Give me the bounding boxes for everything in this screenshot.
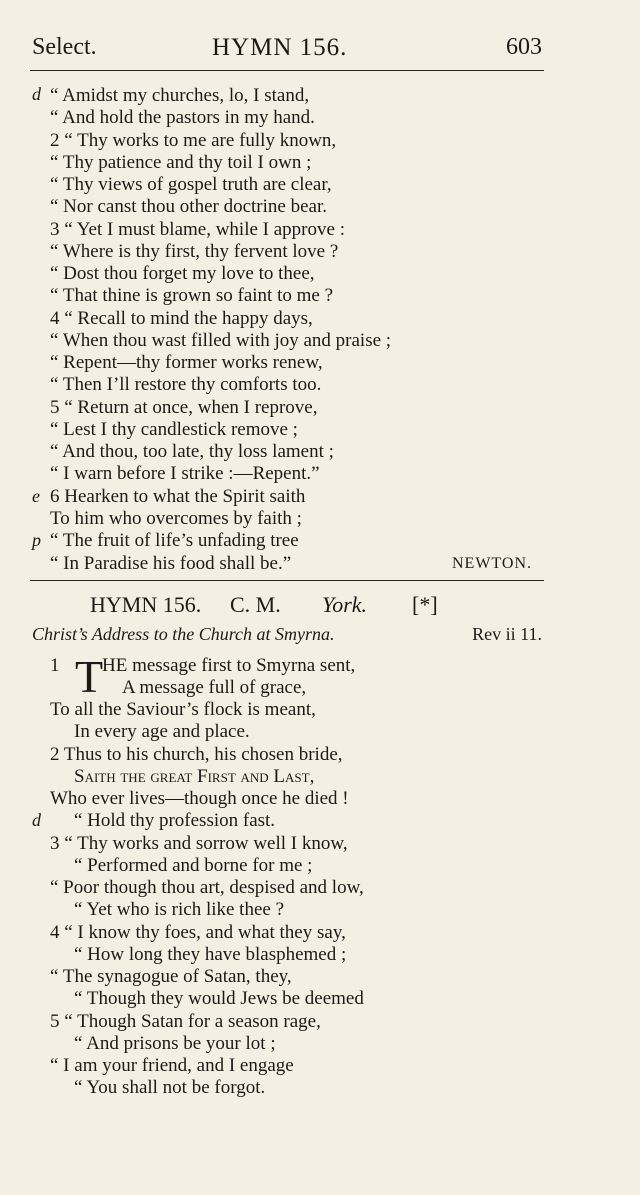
- author-attribution: NEWTON.: [452, 555, 533, 572]
- running-title: HYMN 156.: [212, 34, 348, 61]
- hymn-line: “ The fruit of life’s unfading tree: [50, 530, 299, 551]
- hymn-line: “ Then I’ll restore thy comforts too.: [50, 374, 322, 395]
- hymn-line: [50, 744, 343, 766]
- hymn-line: Who ever lives—though once he died !: [50, 788, 349, 809]
- hymn-meter: C. M.: [230, 592, 281, 617]
- hymn-line: To all the Saviour’s flock is meant,: [50, 699, 316, 720]
- hymn-heading: [90, 592, 550, 622]
- hymn-line: “ You shall not be forgot.: [74, 1077, 266, 1098]
- hymn-line: 4 “ I know thy foes, and what they say,: [50, 922, 346, 943]
- hymn-line: “ Thy patience and thy toil I own ;: [50, 152, 312, 173]
- hymn-line: “ When thou wast filled with joy and praise ;: [50, 330, 392, 351]
- hymn-subtitle: [32, 624, 542, 648]
- hymn-line: “ Amidst my churches, lo, I stand,: [50, 85, 310, 106]
- hymn-line: 3 “ Yet I must blame, while I approve :: [50, 219, 345, 240]
- hymn-tune: York.: [322, 592, 368, 617]
- hymn-line: 5 “ Return at once, when I reprove,: [50, 397, 318, 418]
- hymn-line: “ And thou, too late, thy loss lament ;: [50, 441, 334, 462]
- hymn-line: “ And hold the pastors in my hand.: [50, 107, 315, 128]
- hymn-line: “ Nor canst thou other doctrine bear.: [50, 196, 327, 217]
- margin-mark: d: [32, 810, 41, 830]
- hymn-line: “ Dost thou forget my love to thee,: [50, 263, 315, 284]
- hymn-line: “ The synagogue of Satan, they,: [50, 966, 292, 987]
- margin-mark: e: [32, 486, 40, 506]
- hymn-line: “ I am your friend, and I engage: [50, 1055, 294, 1076]
- header-rule: [30, 70, 544, 71]
- margin-mark: d: [32, 84, 41, 104]
- hymn-line: “ Poor though thou art, despised and low,: [50, 877, 364, 898]
- hymn-line: “ How long they have blasphemed ;: [74, 944, 347, 965]
- hymn-line: In every age and place.: [74, 721, 250, 742]
- subtitle-text: Christ’s Address to the Church at Smyrna.: [32, 624, 335, 644]
- hymn-line: “ Performed and borne for me ;: [74, 855, 313, 876]
- scripture-reference: Rev ii 11.: [472, 624, 542, 644]
- hymn-line: To him who overcomes by faith ;: [50, 508, 302, 529]
- hymn-line: Saith the great First and Last,: [74, 766, 315, 787]
- hymn-title: HYMN 156.: [90, 592, 202, 617]
- page-header: [32, 34, 542, 68]
- hymn-line: 3 “ Thy works and sorrow well I know,: [50, 833, 348, 854]
- hymn-line: “ Lest I thy candlestick remove ;: [50, 419, 298, 440]
- hymn-line: “ In Paradise his food shall be.”: [50, 553, 292, 574]
- section-label: Select.: [32, 34, 97, 60]
- hymn-line: HE message first to Smyrna sent,: [102, 655, 356, 676]
- section-rule: [30, 580, 544, 581]
- hymn-line: 2 “ Thy works to me are fully known,: [50, 130, 337, 151]
- hymn-line: “ Where is thy first, thy fervent love ?: [50, 241, 339, 262]
- hymn-line: “ And prisons be your lot ;: [74, 1033, 276, 1054]
- hymn-line: “ That thine is grown so faint to me ?: [50, 285, 334, 306]
- hymn-line: “ Yet who is rich like thee ?: [74, 899, 285, 920]
- hymn-bracket: [*]: [412, 592, 438, 617]
- hymn-line: 5 “ Though Satan for a season rage,: [50, 1011, 321, 1032]
- hymn-line-text: 2 Thus to his church, his chosen bride,: [50, 744, 343, 765]
- hymn-line: “ Hold thy profession fast.: [74, 810, 276, 831]
- margin-mark: p: [32, 530, 41, 550]
- verse-number: 1: [50, 655, 60, 676]
- hymn-line: “ I warn before I strike :—Repent.”: [50, 463, 320, 484]
- drop-cap: T: [75, 651, 104, 702]
- hymn-line: “ Thy views of gospel truth are clear,: [50, 174, 332, 195]
- hymn-line: 4 “ Recall to mind the happy days,: [50, 308, 313, 329]
- hymn-line: “ Though they would Jews be deemed: [74, 988, 364, 1009]
- hymn-line: A message full of grace,: [122, 677, 307, 698]
- page-number: 603: [506, 34, 542, 60]
- hymn-line: “ Repent—thy former works renew,: [50, 352, 323, 373]
- hymn-line: 6 Hearken to what the Spirit saith: [50, 486, 306, 507]
